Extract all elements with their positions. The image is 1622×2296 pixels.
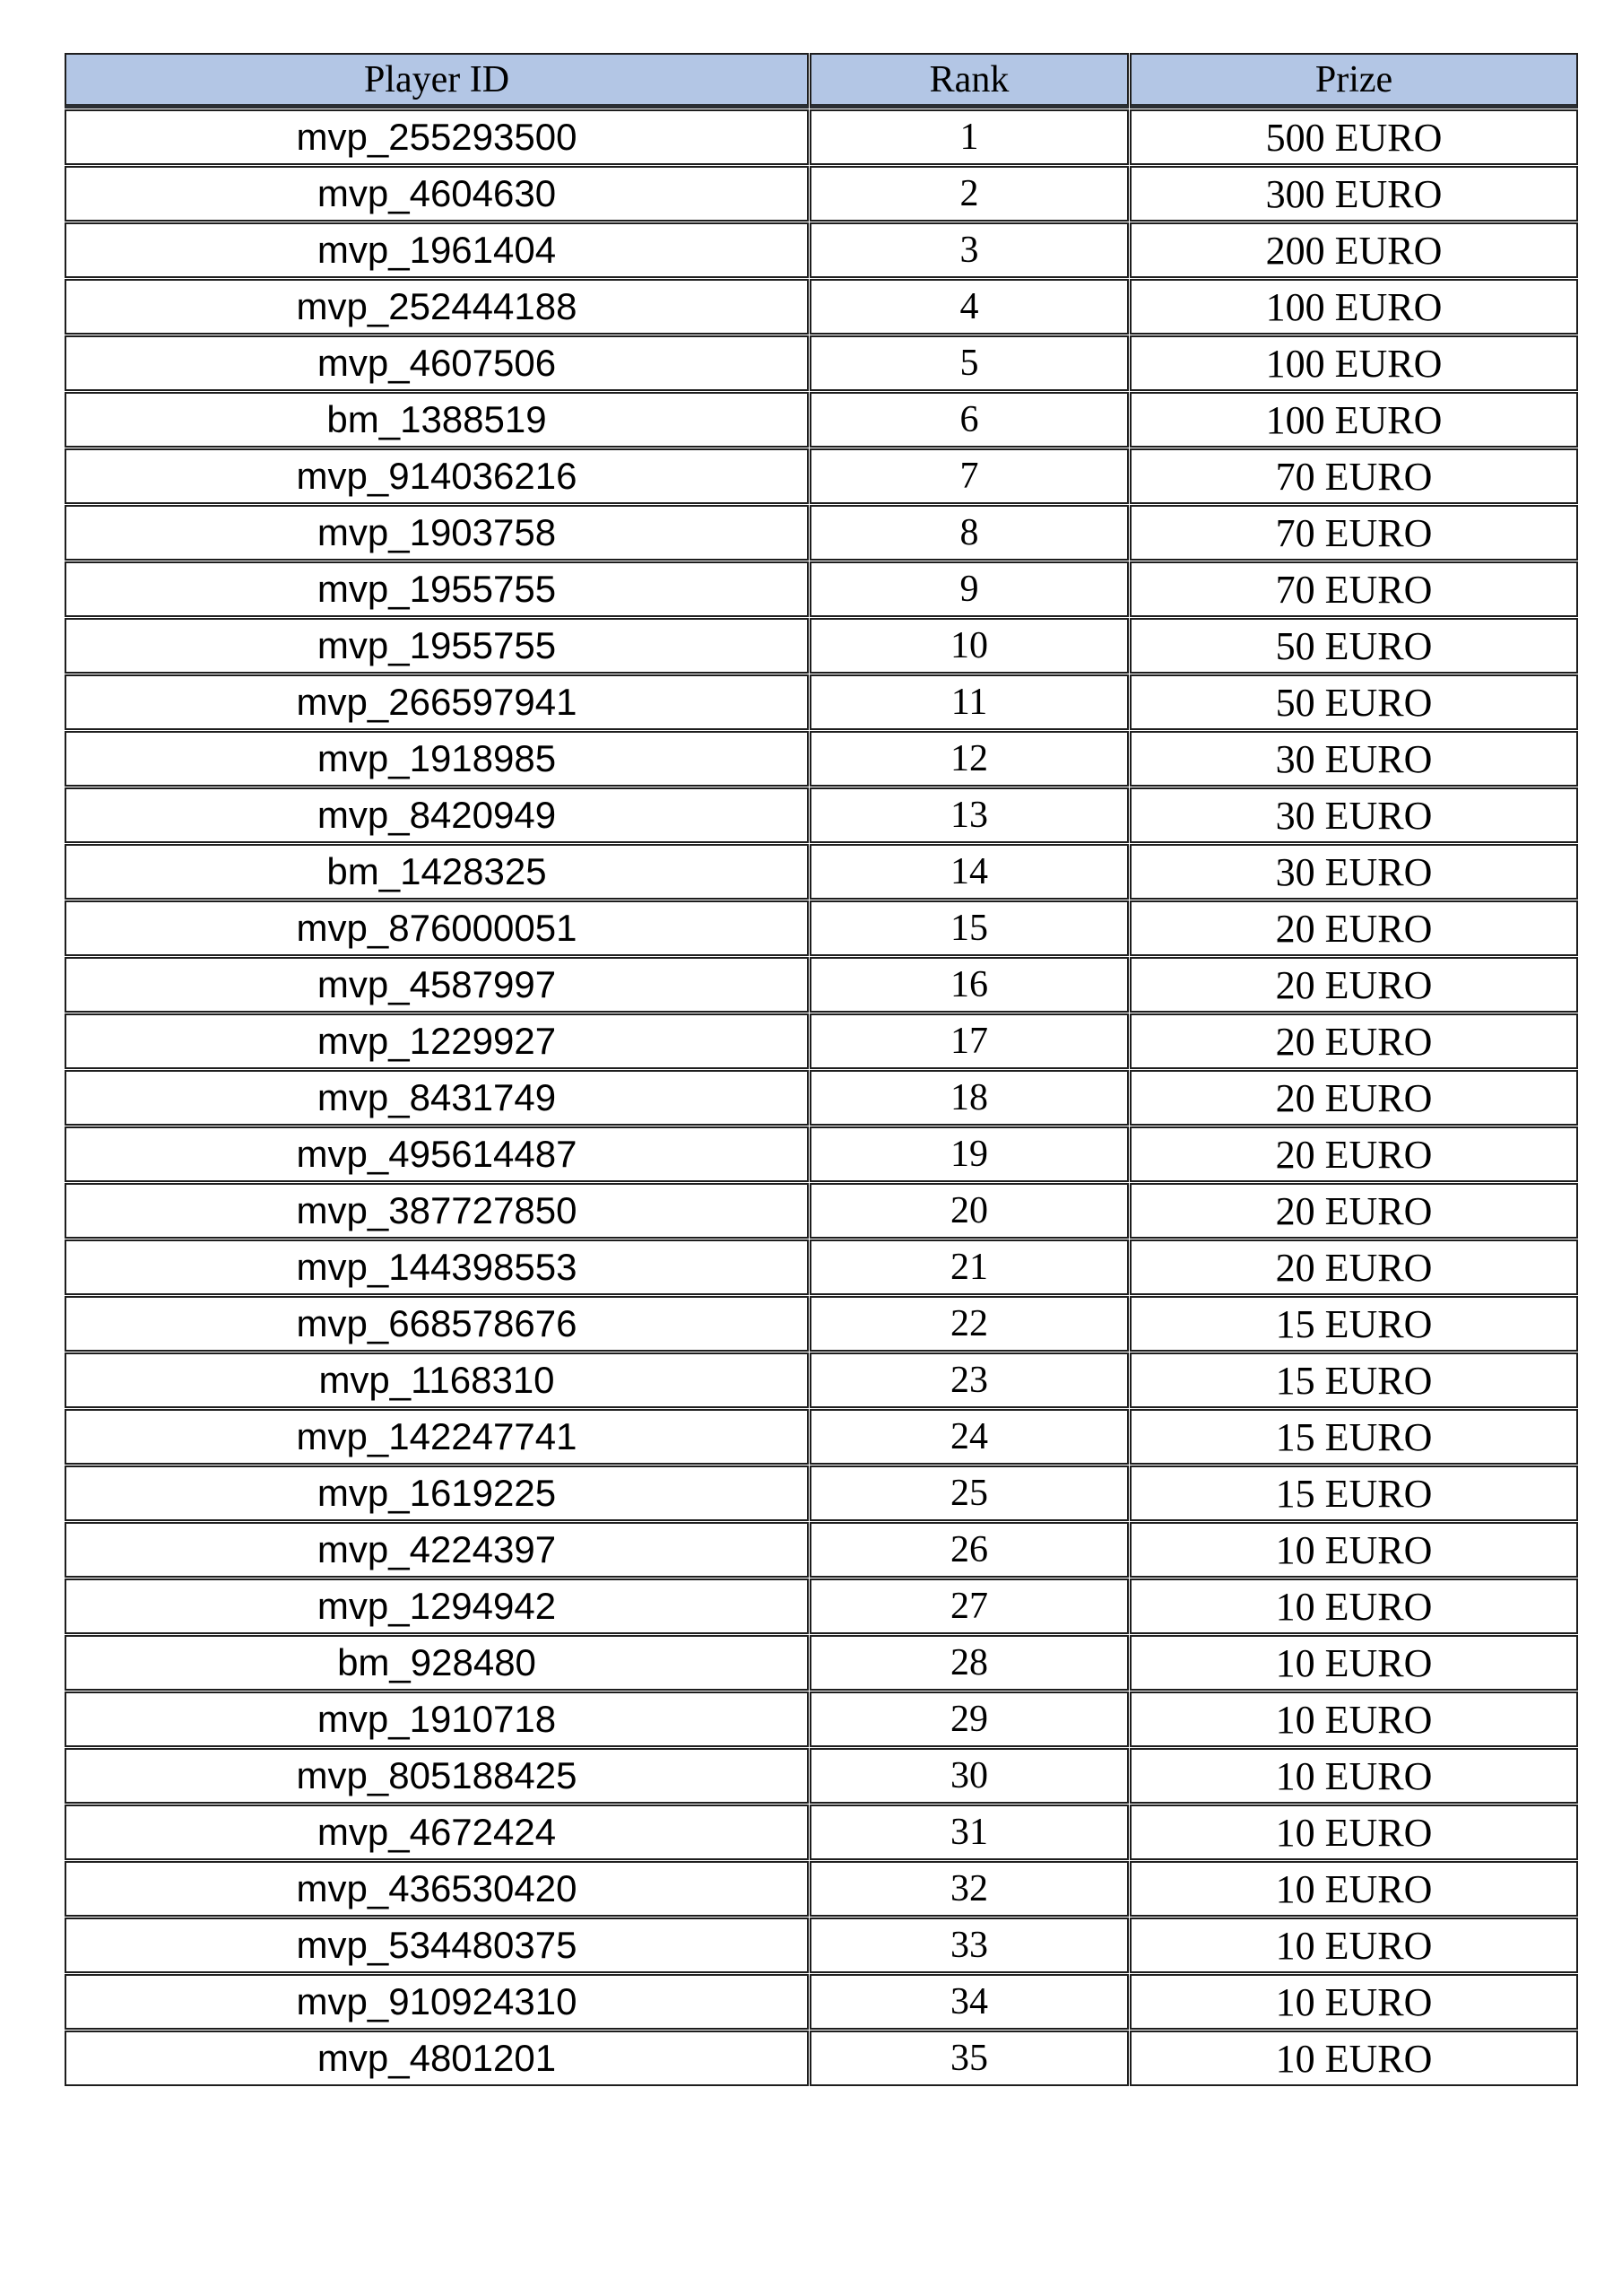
player-id-cell: mvp_1955755 <box>65 618 809 674</box>
table-row <box>65 1635 1578 1691</box>
prize-cell: 50 EURO <box>1130 618 1578 674</box>
player-id-cell: mvp_805188425 <box>65 1748 809 1804</box>
player-id-cell: mvp_4604630 <box>65 166 809 222</box>
prize-cell: 20 EURO <box>1130 1183 1578 1239</box>
table-row <box>65 1748 1578 1804</box>
player-id-cell: mvp_4607506 <box>65 335 809 391</box>
table-row <box>65 618 1578 674</box>
prize-cell: 10 EURO <box>1130 1805 1578 1860</box>
table-row <box>65 2031 1578 2086</box>
rank-cell: 5 <box>810 335 1129 391</box>
prize-cell: 30 EURO <box>1130 844 1578 900</box>
player-id-cell: bm_1428325 <box>65 844 809 900</box>
table-row <box>65 1465 1578 1521</box>
player-id-cell: mvp_1903758 <box>65 505 809 561</box>
rank-cell: 18 <box>810 1070 1129 1126</box>
table-row <box>65 787 1578 843</box>
prize-cell: 20 EURO <box>1130 1126 1578 1182</box>
player-id-cell: mvp_4672424 <box>65 1805 809 1860</box>
prize-cell: 10 EURO <box>1130 1918 1578 1973</box>
rank-cell: 20 <box>810 1183 1129 1239</box>
rank-cell: 22 <box>810 1296 1129 1352</box>
rank-cell: 3 <box>810 222 1129 278</box>
rank-cell: 25 <box>810 1465 1129 1521</box>
table-row <box>65 731 1578 787</box>
prize-cell: 20 EURO <box>1130 1239 1578 1295</box>
rank-cell: 30 <box>810 1748 1129 1804</box>
prize-cell: 15 EURO <box>1130 1352 1578 1408</box>
prize-cell: 100 EURO <box>1130 335 1578 391</box>
table-row <box>65 1352 1578 1408</box>
table-row <box>65 1183 1578 1239</box>
player-id-cell: mvp_266597941 <box>65 674 809 730</box>
prize-cell: 100 EURO <box>1130 279 1578 335</box>
table-row <box>65 900 1578 956</box>
table-row <box>65 1918 1578 1973</box>
rank-cell: 14 <box>810 844 1129 900</box>
rank-cell: 19 <box>810 1126 1129 1182</box>
rank-cell: 31 <box>810 1805 1129 1860</box>
table-row <box>65 1861 1578 1917</box>
table-row <box>65 392 1578 448</box>
rank-cell: 15 <box>810 900 1129 956</box>
prize-cell: 100 EURO <box>1130 392 1578 448</box>
rank-cell: 6 <box>810 392 1129 448</box>
table-row <box>65 1692 1578 1747</box>
prize-cell: 20 EURO <box>1130 1070 1578 1126</box>
rank-cell: 35 <box>810 2031 1129 2086</box>
prize-cell: 20 EURO <box>1130 900 1578 956</box>
player-id-cell: mvp_4801201 <box>65 2031 809 2086</box>
table-row <box>65 1013 1578 1069</box>
player-id-cell: bm_928480 <box>65 1635 809 1691</box>
player-id-cell: mvp_1918985 <box>65 731 809 787</box>
player-id-cell: mvp_436530420 <box>65 1861 809 1917</box>
player-id-cell: mvp_144398553 <box>65 1239 809 1295</box>
prize-cell: 15 EURO <box>1130 1465 1578 1521</box>
table-row <box>65 1296 1578 1352</box>
rank-cell: 23 <box>810 1352 1129 1408</box>
prize-cell: 10 EURO <box>1130 1692 1578 1747</box>
rank-cell: 29 <box>810 1692 1129 1747</box>
table-row <box>65 222 1578 278</box>
prize-cell: 10 EURO <box>1130 1861 1578 1917</box>
rank-cell: 9 <box>810 561 1129 617</box>
prize-cell: 15 EURO <box>1130 1296 1578 1352</box>
table-row <box>65 1522 1578 1578</box>
column-header-rank: Rank <box>810 53 1129 109</box>
table-header-row <box>65 53 1578 109</box>
rank-cell: 33 <box>810 1918 1129 1973</box>
prize-cell: 15 EURO <box>1130 1409 1578 1465</box>
prize-cell: 500 EURO <box>1130 109 1578 165</box>
player-id-cell: mvp_1961404 <box>65 222 809 278</box>
rank-cell: 12 <box>810 731 1129 787</box>
column-header-prize: Prize <box>1130 53 1578 109</box>
prize-cell: 10 EURO <box>1130 1974 1578 2030</box>
rank-cell: 11 <box>810 674 1129 730</box>
player-id-cell: mvp_142247741 <box>65 1409 809 1465</box>
player-id-cell: mvp_4224397 <box>65 1522 809 1578</box>
player-id-cell: mvp_534480375 <box>65 1918 809 1973</box>
player-id-cell: mvp_8431749 <box>65 1070 809 1126</box>
rank-cell: 26 <box>810 1522 1129 1578</box>
table-row <box>65 957 1578 1013</box>
player-id-cell: mvp_4587997 <box>65 957 809 1013</box>
player-id-cell: mvp_252444188 <box>65 279 809 335</box>
table-row <box>65 109 1578 165</box>
prize-cell: 10 EURO <box>1130 1635 1578 1691</box>
column-header-player-id: Player ID <box>65 53 809 109</box>
player-id-cell: mvp_1910718 <box>65 1692 809 1747</box>
prize-cell: 10 EURO <box>1130 1578 1578 1634</box>
table-row <box>65 1126 1578 1182</box>
rank-cell: 34 <box>810 1974 1129 2030</box>
table-row <box>65 561 1578 617</box>
table-row <box>65 1974 1578 2030</box>
player-id-cell: mvp_914036216 <box>65 448 809 504</box>
prize-cell: 10 EURO <box>1130 2031 1578 2086</box>
prize-table <box>64 52 1579 2087</box>
prize-cell: 300 EURO <box>1130 166 1578 222</box>
prize-cell: 70 EURO <box>1130 561 1578 617</box>
table-row <box>65 844 1578 900</box>
rank-cell: 8 <box>810 505 1129 561</box>
prize-cell: 30 EURO <box>1130 787 1578 843</box>
player-id-cell: mvp_8420949 <box>65 787 809 843</box>
rank-cell: 21 <box>810 1239 1129 1295</box>
rank-cell: 27 <box>810 1578 1129 1634</box>
rank-cell: 24 <box>810 1409 1129 1465</box>
table-row <box>65 674 1578 730</box>
prize-cell: 70 EURO <box>1130 448 1578 504</box>
table-row <box>65 1578 1578 1634</box>
prize-cell: 30 EURO <box>1130 731 1578 787</box>
rank-cell: 32 <box>810 1861 1129 1917</box>
player-id-cell: mvp_495614487 <box>65 1126 809 1182</box>
player-id-cell: mvp_1955755 <box>65 561 809 617</box>
player-id-cell: bm_1388519 <box>65 392 809 448</box>
rank-cell: 2 <box>810 166 1129 222</box>
player-id-cell: mvp_1229927 <box>65 1013 809 1069</box>
prize-cell: 10 EURO <box>1130 1522 1578 1578</box>
player-id-cell: mvp_387727850 <box>65 1183 809 1239</box>
table-row <box>65 1239 1578 1295</box>
player-id-cell: mvp_1168310 <box>65 1352 809 1408</box>
rank-cell: 10 <box>810 618 1129 674</box>
prize-cell: 50 EURO <box>1130 674 1578 730</box>
table-row <box>65 505 1578 561</box>
rank-cell: 28 <box>810 1635 1129 1691</box>
table-row <box>65 335 1578 391</box>
player-id-cell: mvp_1619225 <box>65 1465 809 1521</box>
rank-cell: 1 <box>810 109 1129 165</box>
player-id-cell: mvp_255293500 <box>65 109 809 165</box>
player-id-cell: mvp_668578676 <box>65 1296 809 1352</box>
table-row <box>65 166 1578 222</box>
rank-cell: 13 <box>810 787 1129 843</box>
rank-cell: 4 <box>810 279 1129 335</box>
player-id-cell: mvp_876000051 <box>65 900 809 956</box>
prize-cell: 200 EURO <box>1130 222 1578 278</box>
rank-cell: 7 <box>810 448 1129 504</box>
rank-cell: 17 <box>810 1013 1129 1069</box>
prize-cell: 10 EURO <box>1130 1748 1578 1804</box>
table-row <box>65 279 1578 335</box>
table-row <box>65 448 1578 504</box>
table-row <box>65 1805 1578 1860</box>
table-row <box>65 1409 1578 1465</box>
rank-cell: 16 <box>810 957 1129 1013</box>
player-id-cell: mvp_1294942 <box>65 1578 809 1634</box>
prize-cell: 20 EURO <box>1130 957 1578 1013</box>
table-row <box>65 1070 1578 1126</box>
prize-cell: 70 EURO <box>1130 505 1578 561</box>
prize-cell: 20 EURO <box>1130 1013 1578 1069</box>
player-id-cell: mvp_910924310 <box>65 1974 809 2030</box>
